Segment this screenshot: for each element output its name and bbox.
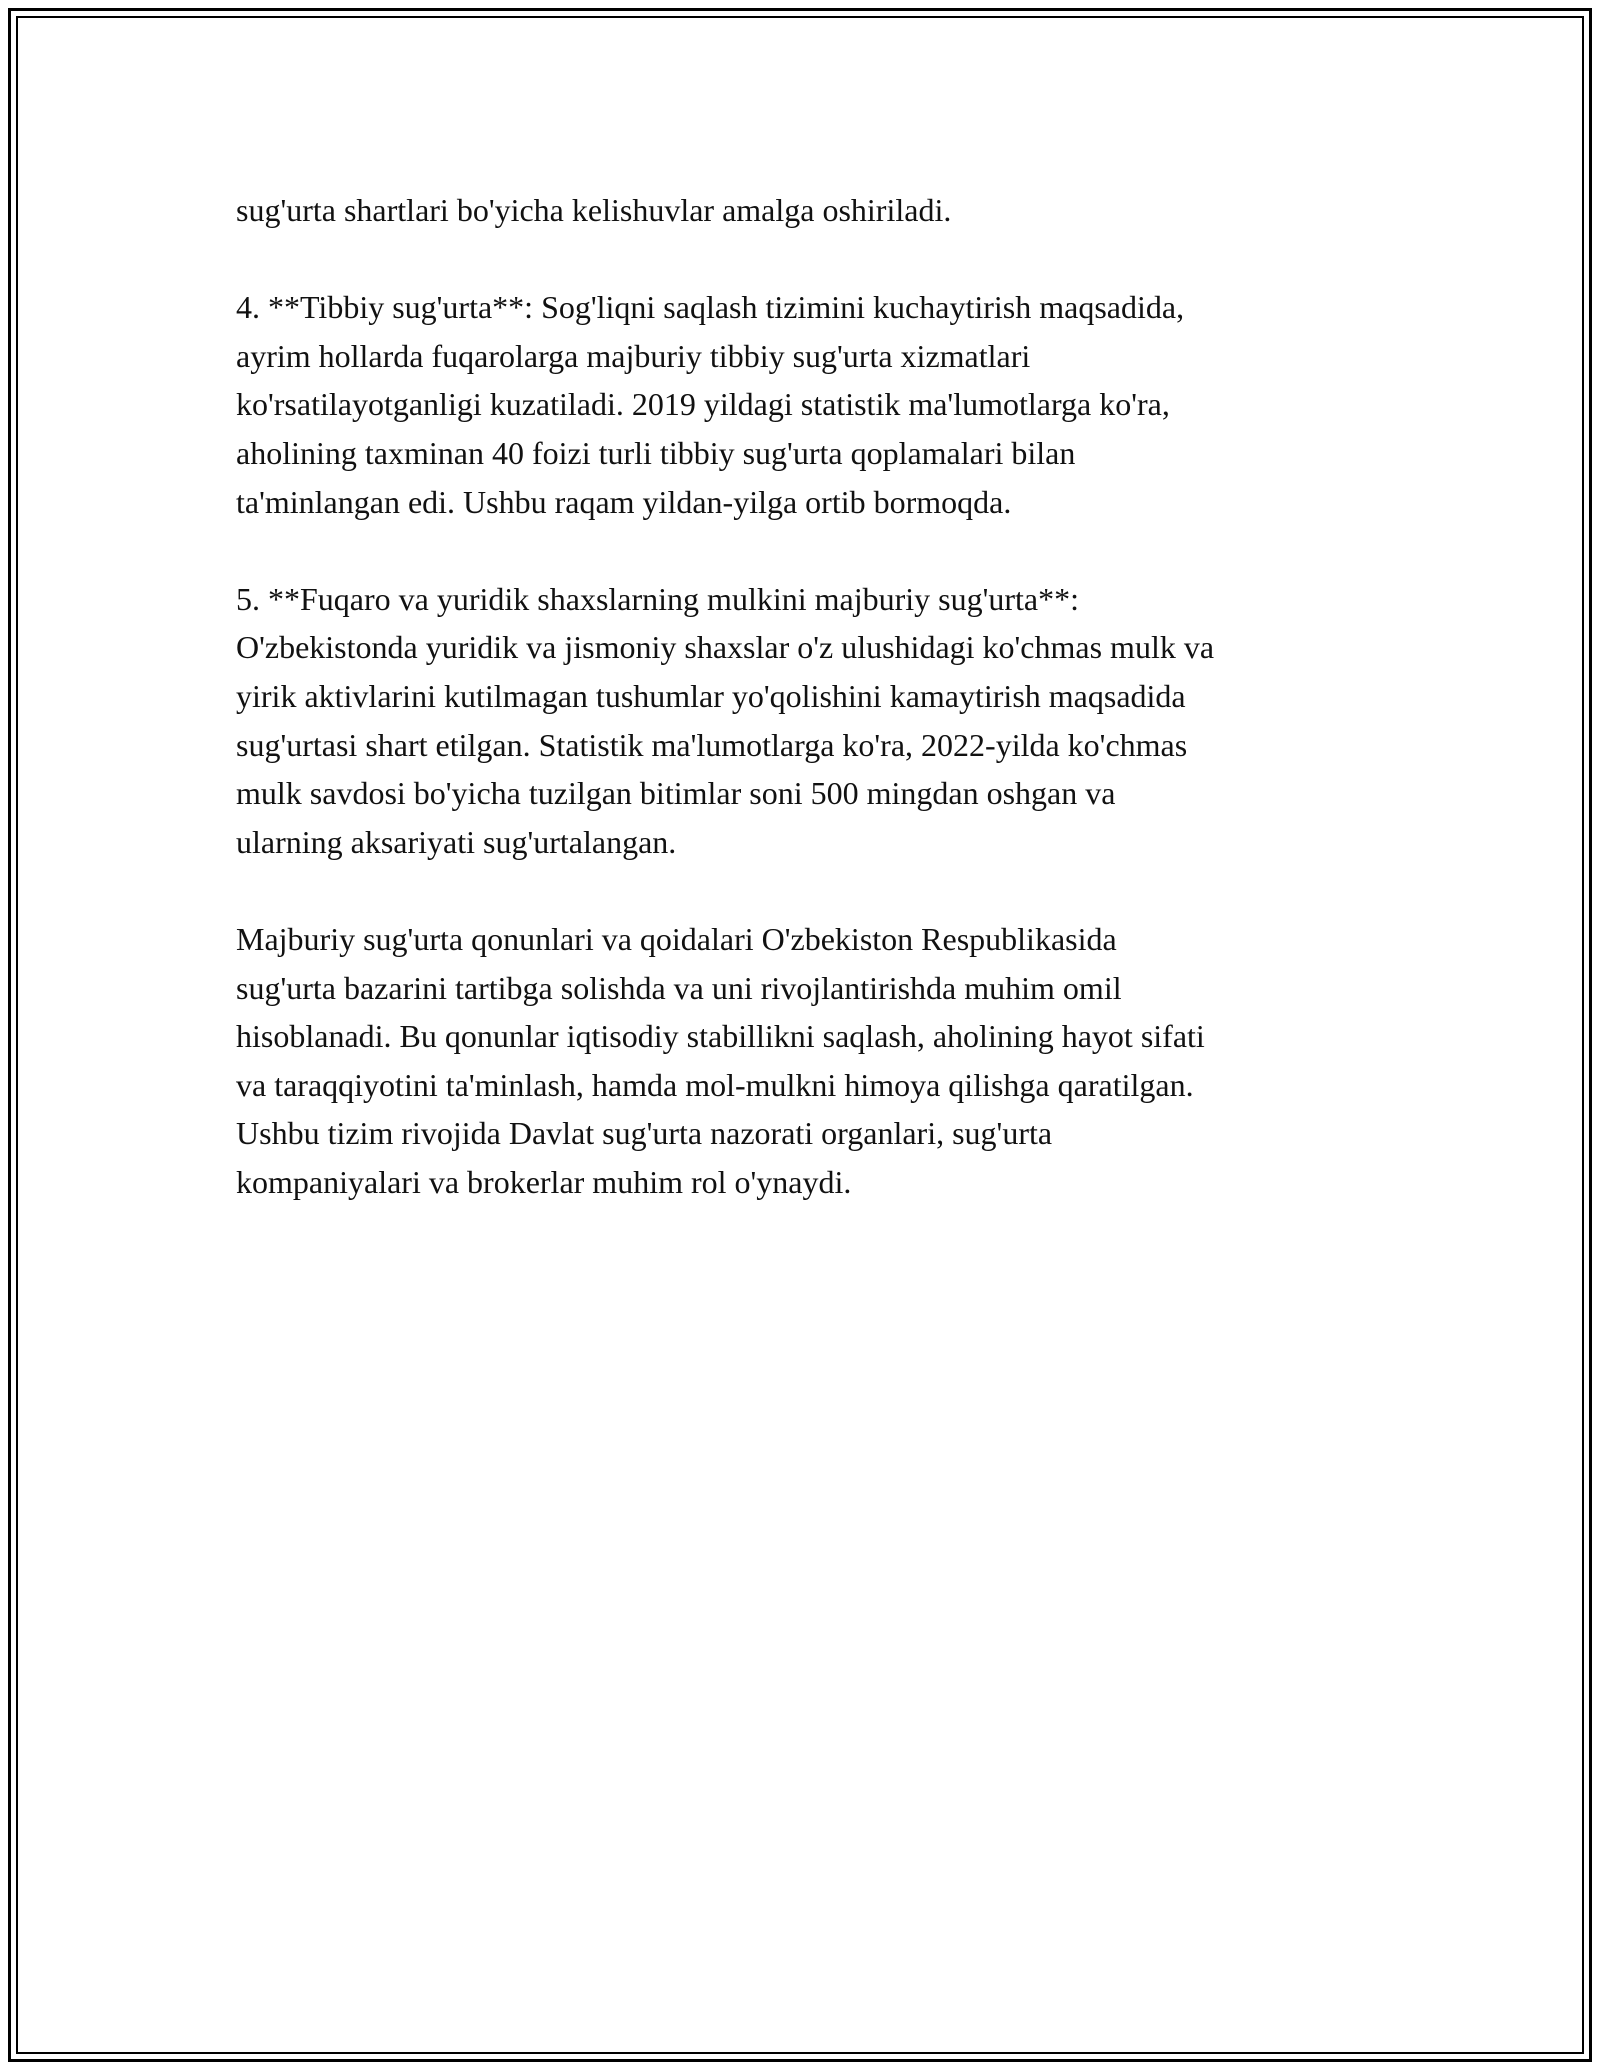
paragraph-medical-insurance: 4. **Tibbiy sug'urta**: Sog'liqni saqlash tizimini kuchaytirish maqsadida, ayrim hollarda fuqarolarga majburiy tibbiy sug'urta xizmatlari ko'rsatilayotganligi kuzatiladi. 2019 yildagi statistik ma'lumotlarga ko'ra, aholining taxminan 40 foizi turli tibbiy sug'urta qoplamalari bilan ta'minlangan edi. Ushbu raqam yildan-yilga ortib bormoqda. xyxy=(236,289,1185,520)
paragraph-property-insurance: 5. **Fuqaro va yuridik shaxslarning mulkini majburiy sug'urta**: O'zbekistonda yuridik va jismoniy shaxslar o'z ulushidagi ko'chmas mulk va yirik aktivlarini kutilmagan tushumlar yo'qolishini kamaytirish maqsadida sug'urtasi shart etilgan. Statistik ma'lumotlarga ko'ra, 2022-yilda ko'chmas mulk savdosi bo'yicha tuzilgan bitimlar soni 500 mingdan oshgan va ularning aksariyati sug'urtalangan. xyxy=(236,580,1215,860)
paragraph-continuation: sug'urta shartlari bo'yicha kelishuvlar amalga oshiriladi. xyxy=(236,192,952,228)
document-body xyxy=(236,186,1366,1255)
paragraph-conclusion: Majburiy sug'urta qonunlari va qoidalari O'zbekiston Respublikasida sug'urta bazarini tartibga solishda va uni rivojlantirishda muhim omil hisoblanadi. Bu qonunlar iqtisodiy stabillikni saqlash, aholining hayot sifati va taraqqiyotini ta'minlash, hamda mol-mulkni himoya qilishga qaratilgan. Ushbu tizim rivojida Davlat sug'urta nazorati organlari, sug'urta kompaniyalari va brokerlar muhim rol o'ynaydi. xyxy=(236,920,1205,1200)
